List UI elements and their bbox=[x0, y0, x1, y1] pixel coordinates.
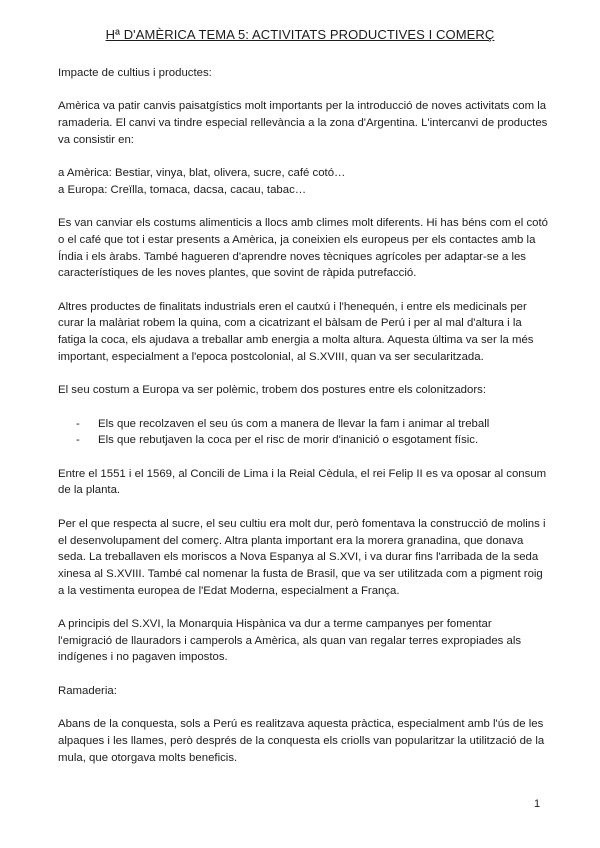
exchange-line-america: a Amèrica: Bestiar, vinya, blat, olivera, sucre, café cotó… bbox=[58, 167, 346, 180]
paragraph-postures: El seu costum a Europa va ser polèmic, trobem dos postures entre els colonitzadors: bbox=[58, 384, 486, 397]
list-item: - Els que rebutjaven la coca per el risc de morir d'inanició o esgotament físic. bbox=[76, 432, 548, 449]
paragraph-costums: Es van canviar els costums alimenticis a llocs amb climes molt diferents. Hi has béns com el cotó o el café que tot i estar presents a Amèrica, ja coneixien els europeus per els contactes amb la Índia i els àrabs. També hagueren d'aprendre noves tècniques agrícoles per adaptar-se a les característiques de les noves plantes, que sovint de ràpida putrefacció. bbox=[58, 217, 548, 280]
paragraph-productes-industrials: Altres productes de finalitats industrials eren el cautxú i l'henequén, i entre els medicinals per curar la malàriat robem la quina, com a cicatrizant el bàlsam de Perú i per al mal d'altura i la fatiga la coca, els ajudava a treballar amb energia a molta altura. Aquesta última va ser la més important, especialment a l'epoca postcolonial, al S.XVIII, quan va ser secularitzada. bbox=[58, 300, 534, 363]
postures-list bbox=[58, 416, 548, 449]
paragraph-sucre: Per el que respecta al sucre, el seu cultiu era molt dur, però fomentava la construcció de molins i el desenvolupament del comerç. Altra planta important era la morera granadina, que donava seda. La treballaven els moriscos a Nova Espanya al S.XVI, i va durar fins l'arribada de la seda xinesa al S.XVIII. També cal nomenar la fusta de Brasil, que va ser utilitzada com a pigment roig a la vestimenta europea de l'Edat Moderna, especialment a França. bbox=[58, 517, 546, 597]
list-item: - Els que recolzaven el seu ús com a manera de llevar la fam i animar al treball bbox=[76, 416, 548, 433]
paragraph-ramaderia: Abans de la conquesta, sols a Perú es realitzava aquesta pràctica, especialment amb l'ús de les alpaques i les llames, però després de la conquesta els criolls van popularitzar la utilització de la mula, que otorgava molts beneficis. bbox=[58, 718, 545, 764]
section-heading-ramaderia: Ramaderia: bbox=[58, 684, 117, 697]
paragraph-intro: Amèrica va patir canvis paisatgístics molt importants per la introducció de noves activitats com la ramaderia. El canvi va tindre especial rellevància a la zona d'Argentina. L'intercanvi de productes va consistir en: bbox=[58, 100, 548, 146]
paragraph-emigracio: A principis del S.XVI, la Monarquia Hispànica va dur a terme campanyes per fomentar l'emigració de llauradors i camperols a Amèrica, als quan van regalar terres expropiades als indígenes i no pagaven impostos. bbox=[58, 618, 522, 664]
section-heading-impacte: Impacte de cultius i productes: bbox=[58, 67, 212, 79]
page-number: 1 bbox=[534, 798, 541, 810]
document-body bbox=[58, 65, 548, 783]
exchange-lines bbox=[58, 165, 548, 198]
paragraph-concili-lima: Entre el 1551 i el 1569, al Concili de Lima i la Reial Cèdula, el rei Felip II es va oposar al consum de la planta. bbox=[58, 467, 547, 497]
document-title: Hª D'AMÈRICA TEMA 5: ACTIVITATS PRODUCTIVES I COMERÇ bbox=[105, 27, 495, 42]
exchange-line-europa: a Europa: Creïlla, tomaca, dacsa, cacau, tabac… bbox=[58, 183, 307, 196]
